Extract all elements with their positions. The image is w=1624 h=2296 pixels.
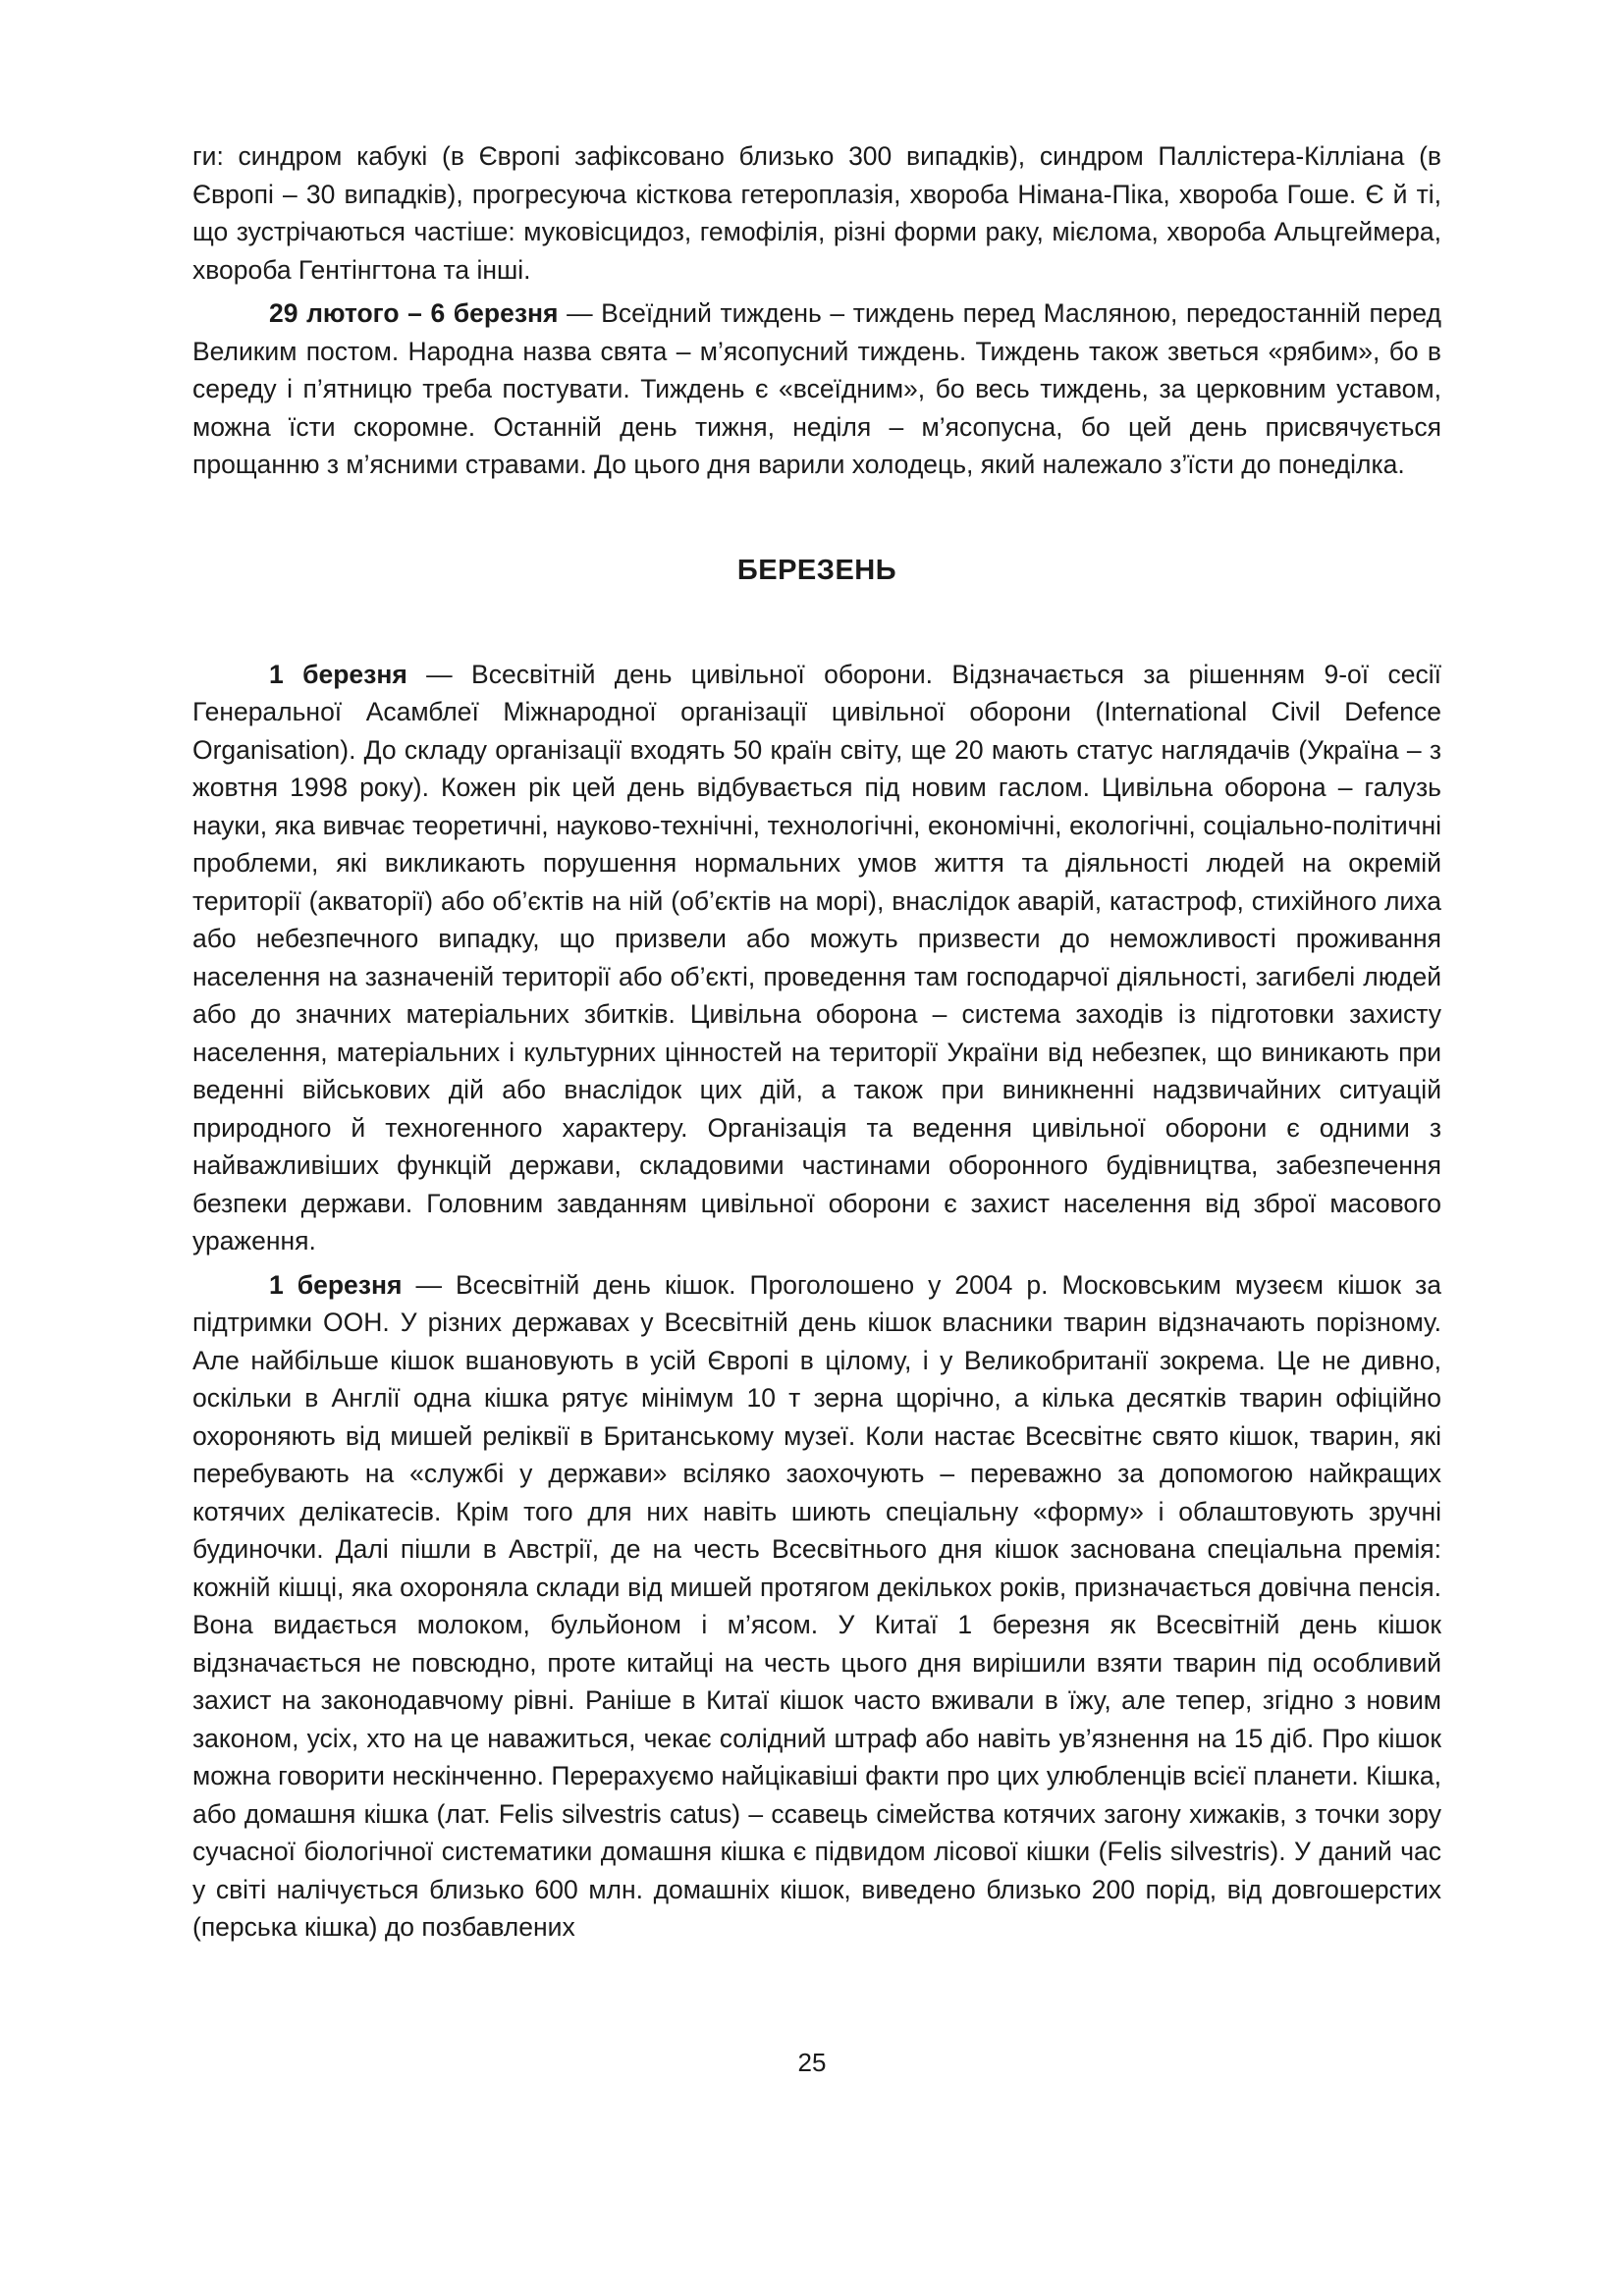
page-number: 25 bbox=[797, 2048, 827, 2077]
paragraph-text: — Всесвітній день кішок. Проголошено у 2004 р. Московським музеєм кішок за підтримки ООН. У різних державах у Всесвітній день кішок власники тварин відзначають порізному. Але найбільше кішок вшановують в усій Європі в цілому, і у Великобританії зокрема. Це не дивно, оскільки в Англії одна кішка рятує мінімум 10 т зерна щорічно, а кілька десятків тварин офіційно охороняють від мишей реліквії в Британському музеї. Коли настає Всесвітнє свято кішок, тварин, які перебувають на «службі у держави» всіляко заохочують – переважно за допомогою найкращих котячих делікатесів. Крім того для них навіть шиють спеціальну «форму» і облаштовують зручні будиночки. Далі пішли в Австрії, де на честь Всесвітнього дня кішок заснована спеціальна премія: кожній кішці, яка охороняла склади від мишей протягом декількох років, призначається довічна пенсія. Вона видається молоком, бульйоном і м’ясом. У Китаї 1 березня як Всесвітній день кішок відзначається не повсюдно, проте китайці на честь цього дня вирішили взяти тварин під особливий захист на законодавчому рівні. Раніше в Китаї кішок часто вживали в їжу, але тепер, згідно з новим законом, усіх, хто на це наважиться, чекає солідний штраф або навіть ув’язнення на 15 діб. Про кішок можна говорити нескінченно. Перерахуємо найцікавіші факти про цих улюбленців всієї планети. Кішка, або домашня кішка (лат. Felis silvestris catus) – ссавець сімейства котячих загону хижаків, з точки зору сучасної біологічної систематики домашня кішка є підвидом лісової кішки (Felis silvestris). У даний час у світі налічується близько 600 млн. домашніх кішок, виведено близько 200 порід, від довгошерстих (перська кішка) до позбавлених bbox=[192, 1269, 1441, 1942]
section-heading-block bbox=[192, 555, 1441, 587]
section-heading: БЕРЕЗЕНЬ bbox=[736, 554, 897, 586]
paragraph-entry bbox=[192, 656, 1441, 1260]
document-page bbox=[192, 137, 1441, 1947]
paragraph-entry bbox=[192, 294, 1441, 484]
entry-date: 1 березня bbox=[269, 659, 407, 689]
paragraph-text: — Всеїдний тиждень – тиждень перед Масляною, передостанній перед Великим постом. Народна назва свята – м’ясопусний тиждень. Тиждень також зветься «рябим», бо в середу і п’ятницю треба постувати. Тиждень є «всеїдним», бо весь тиждень, за церковним уставом, можна їсти скоромне. Останній день тижня, неділя – м’ясопусна, бо цей день присвячується прощанню з м’ясними стравами. До цього дня варили холодець, який належало з’їсти до понеділка. bbox=[192, 298, 1441, 479]
entry-date: 29 лютого – 6 березня bbox=[269, 298, 559, 328]
paragraph-text: ги: синдром кабукі (в Європі зафіксовано близько 300 випадків), синдром Паллістера-Кілліана (в Європі – 30 випадків), прогресуюча кісткова гетероплазія, хвороба Німана-Піка, хвороба Гоше. Є й ті, що зустрічаються частіше: муковісцидоз, гемофілія, різні форми раку, мієлома, хвороба Альцгеймера, хвороба Гентінгтона та інші. bbox=[192, 141, 1441, 285]
paragraph-continuation bbox=[192, 137, 1441, 289]
entry-date: 1 березня bbox=[269, 1269, 403, 1300]
paragraph-text: — Всесвітній день цивільної оборони. Відзначається за рішенням 9-ої сесії Генеральної Асамблеї Міжнародної організації цивільної оборони (International Civil Defence Organisation). До складу організації входять 50 країн світу, ще 20 мають статус наглядачів (Україна – з жовтня 1998 року). Кожен рік цей день відбувається під новим гаслом. Цивільна оборона – галузь науки, яка вивчає теоретичні, науково-технічні, технологічні, економічні, екологічні, соціально-політичні проблеми, які викликають порушення нормальних умов життя та діяльності людей на окремій території (акваторії) або об’єктів на ній (об’єктів на морі), внаслідок аварій, катастроф, стихійного лиха або небезпечного випадку, що призвели або можуть призвести до неможливості проживання населення на зазначеній території або об’єкті, проведення там господарчої діяльності, загибелі людей або до значних матеріальних збитків. Цивільна оборона – система заходів із підготовки захисту населення, матеріальних і культурних цінностей на території України від небезпек, що виникають при веденні військових дій або внаслідок цих дій, а також при виникненні надзвичайних ситуацій природного й техногенного характеру. Організація та ведення цивільної оборони є одними з найважливіших функцій держави, складовими частинами оборонного будівництва, забезпечення безпеки держави. Головним завданням цивільної оборони є захист населення від зброї масового ураження. bbox=[192, 659, 1441, 1255]
paragraph-entry bbox=[192, 1266, 1441, 1947]
